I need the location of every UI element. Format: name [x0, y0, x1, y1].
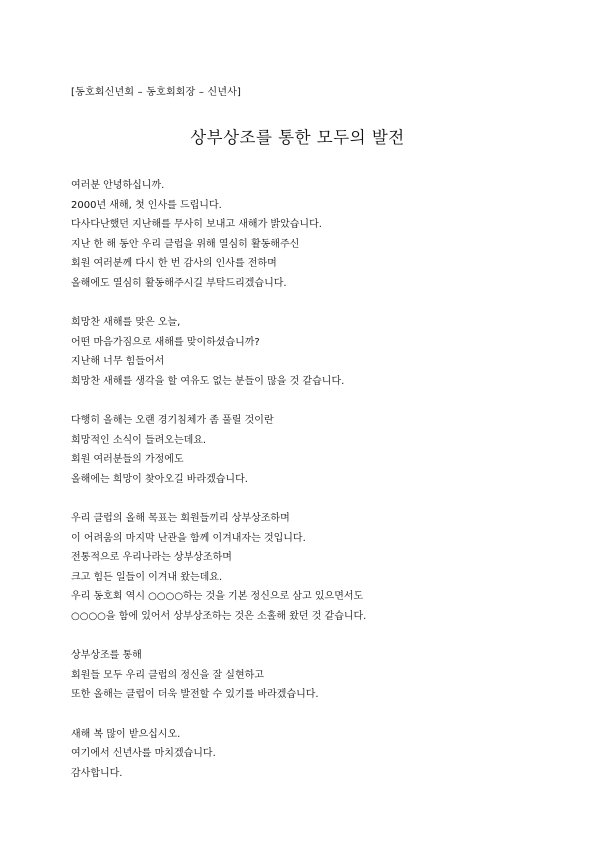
paragraph-greeting [71, 176, 551, 294]
document-body [71, 176, 551, 803]
text-line: 다사다난했던 지난해를 무사히 보내고 새해가 밝았습니다. [71, 219, 322, 231]
text-line: 전통적으로 우리나라는 상부상조하며 [71, 552, 232, 564]
text-line: ○○○○을 함에 있어서 상부상조하는 것은 소홀해 왔던 것 같습니다. [71, 611, 367, 623]
document-title: 상부상조를 통한 모두의 발전 [190, 128, 405, 147]
paragraph-new-year [71, 313, 551, 391]
document-header-tag: [동호회신년회 – 동호회회장 – 신년사] [71, 87, 242, 98]
text-line: 다행히 올해는 오랜 경기침체가 좀 풀릴 것이란 [71, 415, 274, 427]
text-line: 올해에는 희망이 찾아오길 바라겠습니다. [71, 473, 248, 485]
text-line: 회원 여러분께 다시 한 번 감사의 인사를 전하며 [71, 258, 277, 270]
text-line: 새해 복 많이 받으십시오. [71, 728, 181, 740]
paragraph-goal [71, 509, 551, 627]
text-line: 회원들 모두 우리 클럽의 정신을 잘 실현하고 [71, 669, 264, 681]
text-line: 이 어려움의 마지막 난관을 함께 이겨내자는 것입니다. [71, 532, 306, 544]
text-line: 지난 한 해 동안 우리 클럽을 위해 열심히 활동해주신 [71, 238, 300, 250]
text-line: 희망찬 새해를 맞은 오늘, [71, 317, 181, 329]
text-line: 여러분 안녕하십니까. [71, 180, 165, 191]
text-line: 여기에서 신년사를 마치겠습니다. [71, 748, 216, 760]
paragraph-mutual-aid [71, 646, 551, 705]
text-line: 상부상조를 통해 [71, 650, 142, 662]
text-line: 지난해 너무 힘들어서 [71, 356, 165, 368]
text-line: 2000년 새해, 첫 인사를 드립니다. [71, 199, 222, 211]
text-line: 어떤 마음가짐으로 새해를 맞이하셨습니까? [71, 336, 260, 348]
text-line: 또한 올해는 클럽이 더욱 발전할 수 있기를 바라겠습니다. [71, 689, 319, 701]
text-line: 올해에도 열심히 활동해주시길 부탁드리겠습니다. [71, 277, 287, 289]
text-line: 크고 힘든 일들이 이겨내 왔는데요. [71, 571, 223, 583]
text-line: 우리 동호회 역시 ○○○○하는 것을 기본 정신으로 삼고 있으면서도 [71, 591, 364, 603]
text-line: 회원 여러분들의 가정에도 [71, 454, 184, 466]
paragraph-hope [71, 411, 551, 489]
text-line: 우리 클럽의 올해 목표는 회원들끼리 상부상조하며 [71, 513, 290, 525]
text-line: 희망찬 새해를 생각을 할 여유도 없는 분들이 많을 것 같습니다. [71, 375, 345, 387]
text-line: 감사합니다. [71, 767, 123, 779]
text-line: 희망적인 소식이 들려오는데요. [71, 434, 207, 446]
paragraph-closing [71, 725, 551, 784]
